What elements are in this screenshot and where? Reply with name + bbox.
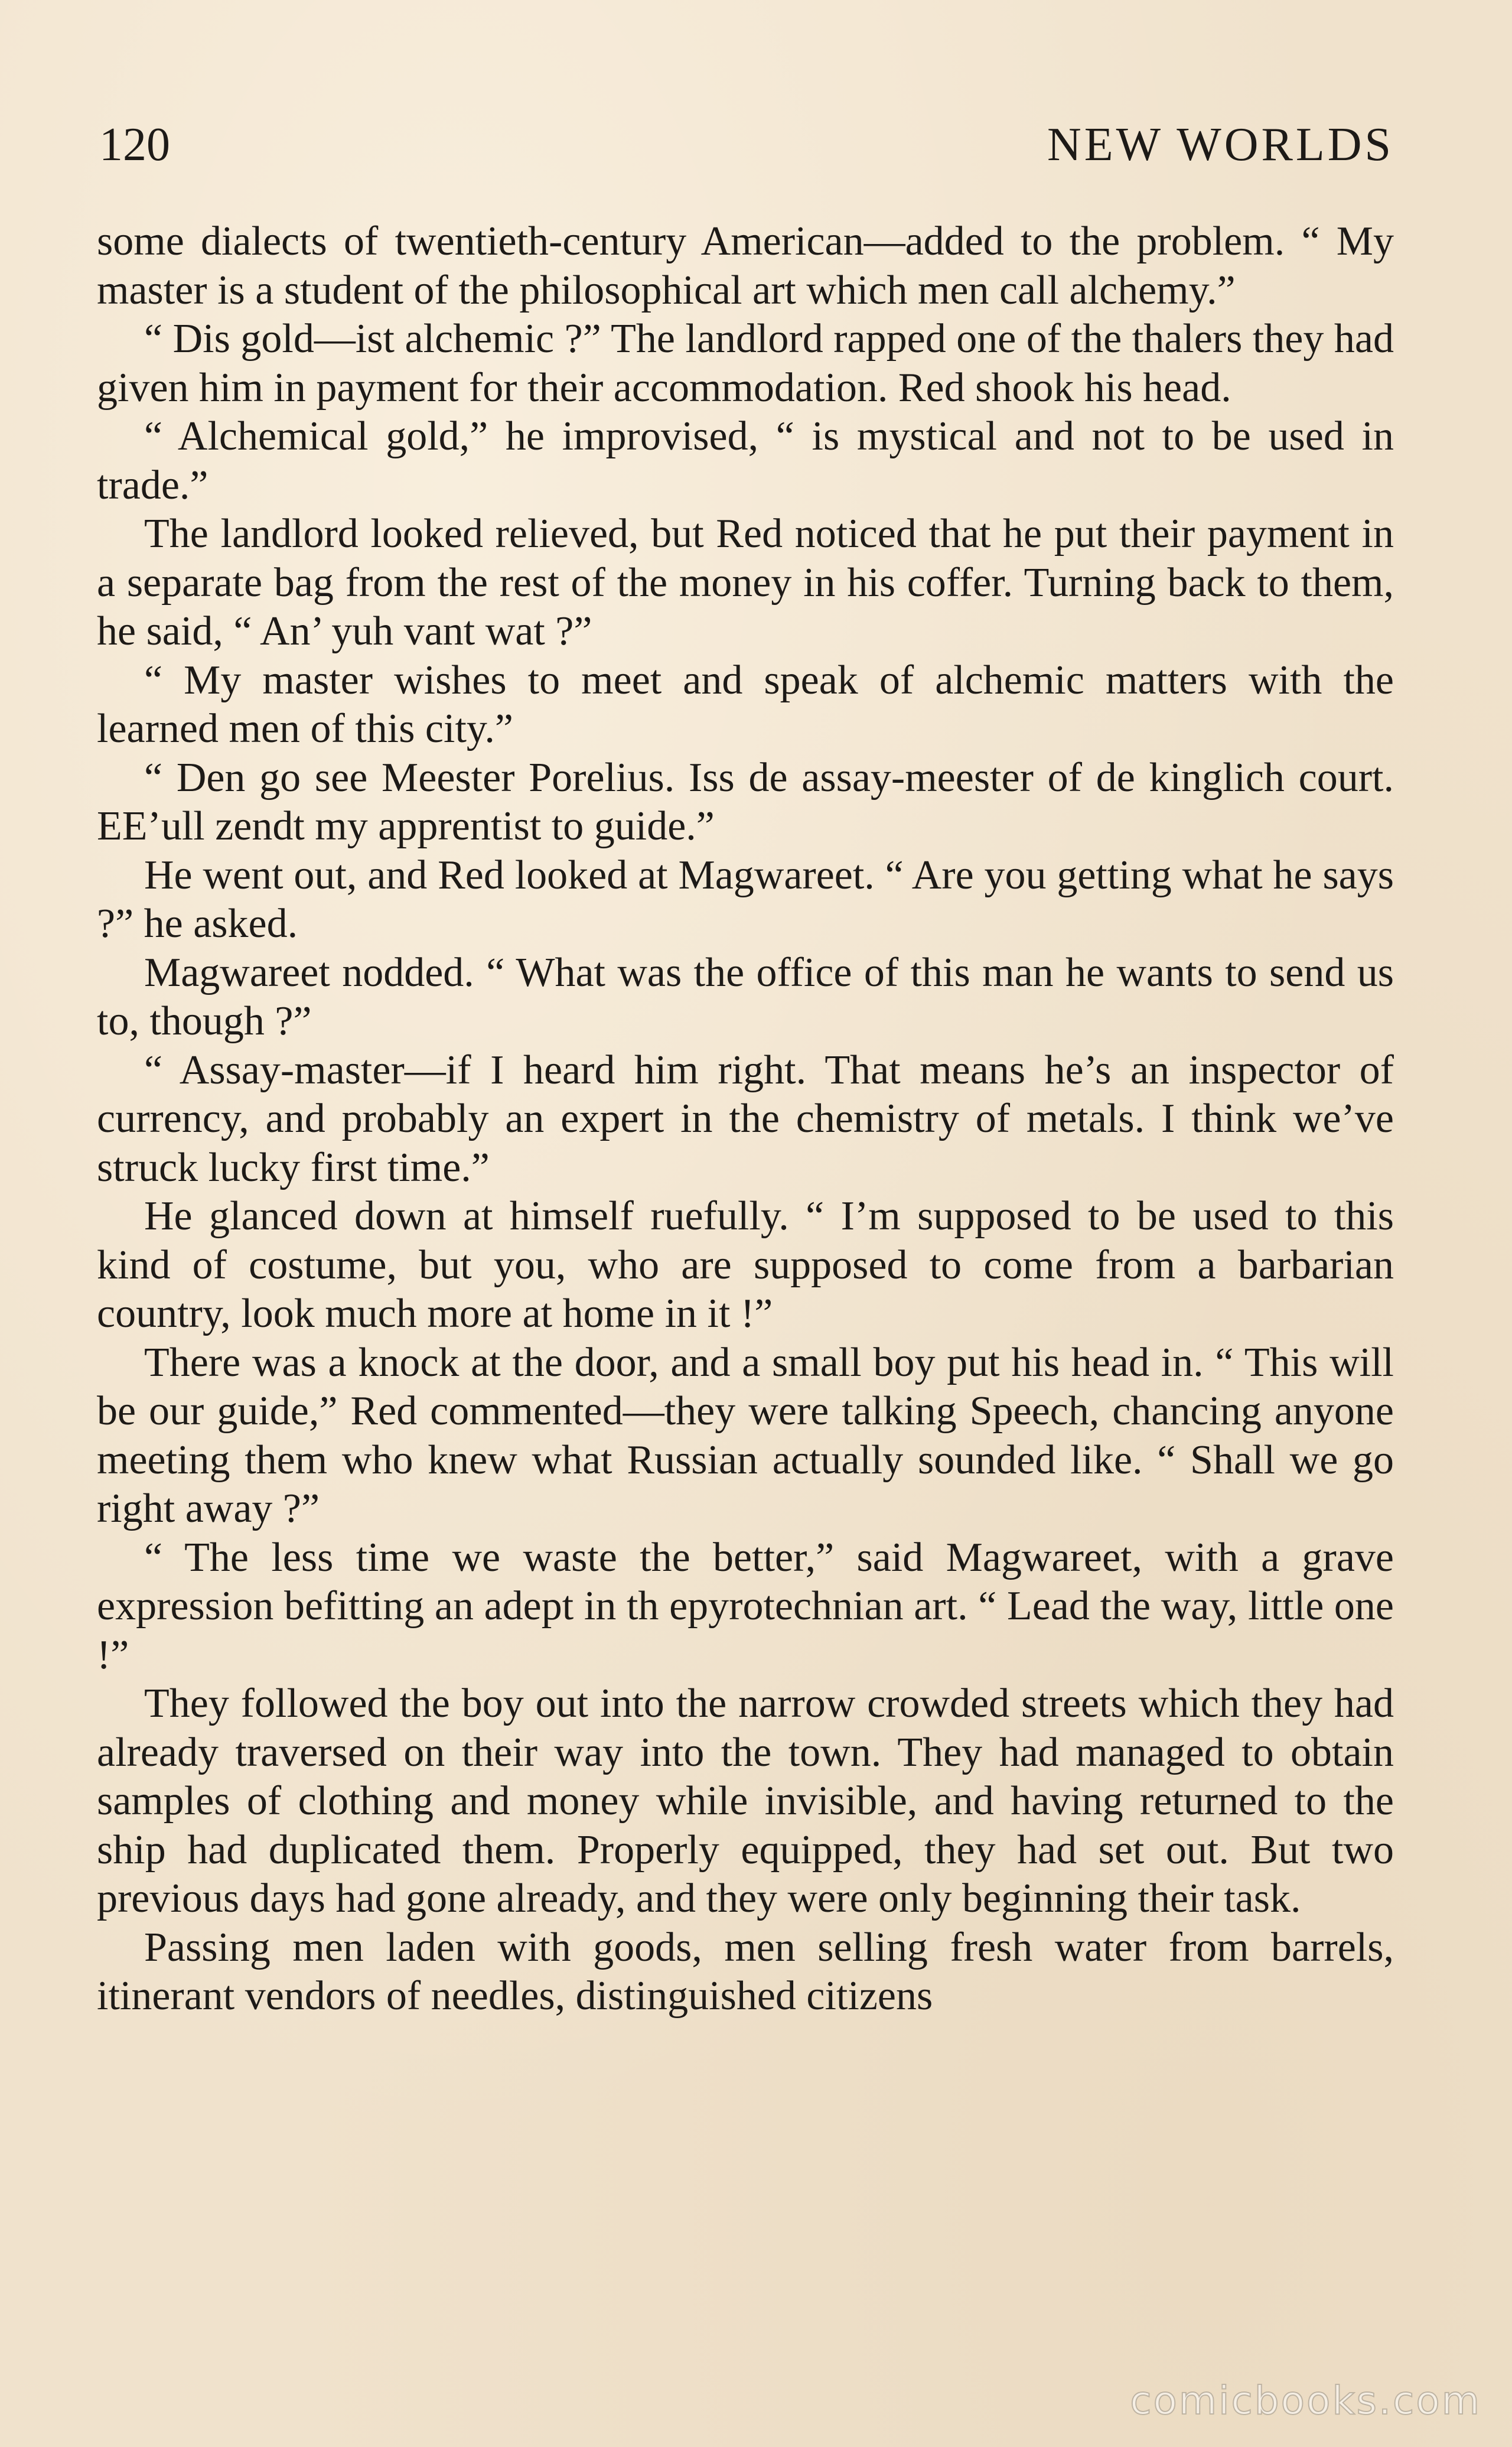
paragraph: They followed the boy out into the narrow crowded streets which they had already traversed on their way into the town. They had managed to obtain samples of clothing and money while invisible, and having returned to the ship had duplicated them. Properly equipped, they had set out. But two previous days had gone already, and they were only beginning their task. bbox=[97, 1681, 1394, 1921]
running-head: NEW WORLDS bbox=[1047, 119, 1394, 171]
paragraph: He went out, and Red looked at Magwareet. “ Are you getting what he says ?” he asked. bbox=[97, 852, 1394, 946]
paragraph: Passing men laden with goods, men selling fresh water from barrels, itinerant vendors of needles, distinguished citizens bbox=[97, 1924, 1394, 2019]
body-text bbox=[97, 217, 1394, 2021]
page-number: 120 bbox=[99, 119, 170, 171]
paragraph: He glanced down at himself ruefully. “ I’m supposed to be used to this kind of costume, but you, who are supposed to come from a barbarian country, look much more at home in it !” bbox=[97, 1193, 1394, 1336]
paragraph: The landlord looked relieved, but Red noticed that he put their payment in a separate bag from the rest of the money in his coffer. Turning back to them, he said, “ An’ yuh vant wat ?” bbox=[97, 511, 1394, 654]
page-header bbox=[99, 112, 1394, 177]
paragraph: “ The less time we waste the better,” said Magwareet, with a grave expression befitting an adept in th epyrotechnian art. “ Lead the way, little one !” bbox=[97, 1534, 1394, 1678]
paragraph: Magwareet nodded. “ What was the office of this man he wants to send us to, though ?” bbox=[97, 949, 1394, 1044]
paragraph: “ Assay-master—if I heard him right. That means he’s an inspector of currency, and probably an expert in the chemistry of metals. I think we’ve struck lucky first time.” bbox=[97, 1047, 1394, 1190]
paragraph: “ Alchemical gold,” he improvised, “ is mystical and not to be used in trade.” bbox=[97, 414, 1394, 508]
paragraph: There was a knock at the door, and a small boy put his head in. “ This will be our guide,” Red commented—they were talking Speech, chancing anyone meeting them who knew what Russian actually sounded like. “ Shall we go right away ?” bbox=[97, 1339, 1394, 1531]
paragraph: “ Dis gold—ist alchemic ?” The landlord rapped one of the thalers they had given him in payment for their accommodation. Red shook his head. bbox=[97, 316, 1394, 411]
paragraph: “ My master wishes to meet and speak of alchemic matters with the learned men of this city.” bbox=[97, 657, 1394, 751]
watermark: comicbooks.com bbox=[1130, 2378, 1481, 2423]
paragraph: some dialects of twentieth-century American—added to the problem. “ My master is a student of the philosophical art which men call alchemy.” bbox=[97, 219, 1394, 313]
paragraph: “ Den go see Meester Porelius. Iss de assay-meester of de kinglich court. EE’ull zendt my apprentist to guide.” bbox=[97, 754, 1394, 849]
